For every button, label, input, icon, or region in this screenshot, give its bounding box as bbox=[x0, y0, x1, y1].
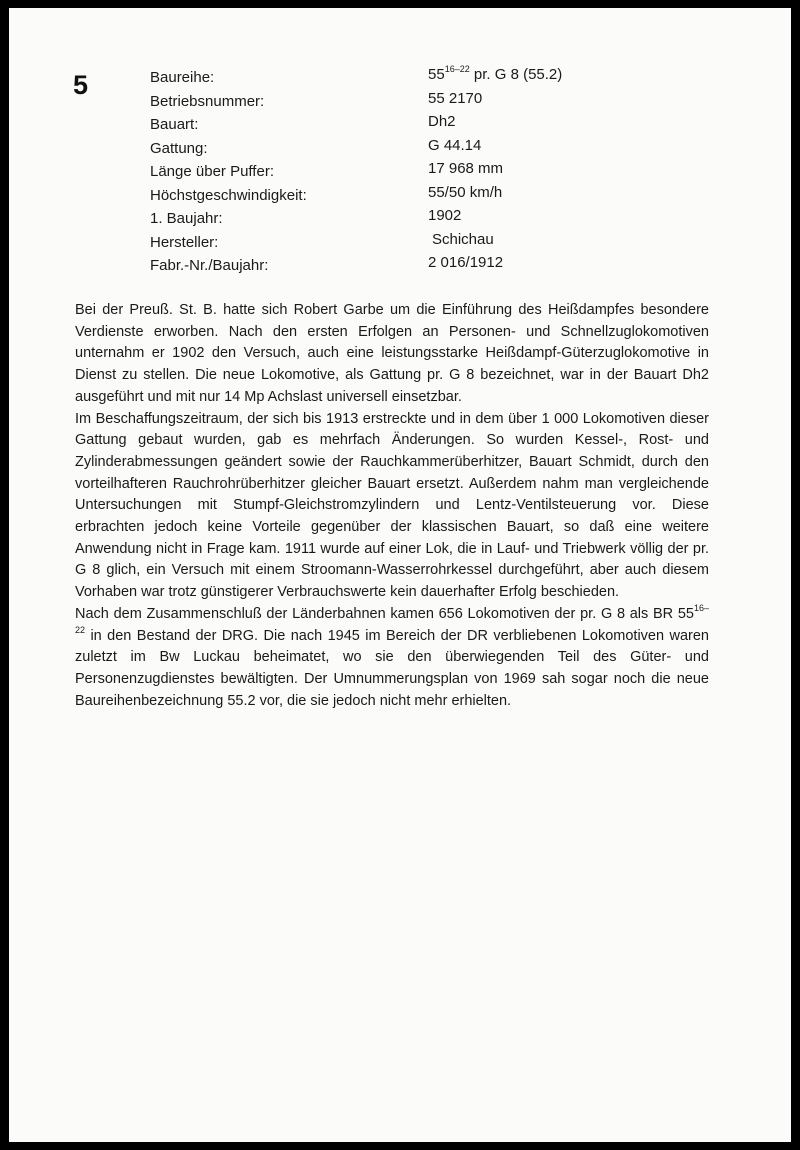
spec-row-hersteller bbox=[150, 232, 610, 256]
spec-value: Dh2 bbox=[428, 113, 456, 130]
spec-value: 1902 bbox=[428, 207, 462, 224]
spec-value: 2 016/1912 bbox=[428, 254, 504, 271]
spec-label: Länge über Puffer: bbox=[150, 163, 274, 180]
spec-label: 1. Baujahr: bbox=[150, 210, 223, 227]
spec-value: 17 968 mm bbox=[428, 160, 504, 177]
spec-label: Hersteller: bbox=[150, 233, 219, 251]
paragraph-3-end: in den Bestand der DRG. Die nach 1945 im Bereich der DR verbliebenen Lokomotiven waren zuletzt im Bw Luckau beheimatet, wo sie den überwiegenden Teil des Güter- und Personenzugdienstes bewältigten. Der Umnummerungsplan von 1969 sah sogar noch die neue Baureihenbezeichnung 55.2 vor, die sie jedoch nicht mehr erhielten. bbox=[75, 627, 709, 709]
paragraph-3 bbox=[75, 604, 709, 713]
spec-label: Betriebsnummer: bbox=[150, 92, 265, 110]
paragraph-1: Bei der Preuß. St. B. hatte sich Robert Garbe um die Einführung des Heißdampfes besondere Verdienste erworben. Nach den ersten Erfolgen an Personen- und Schnellzuglokomotiven unternahm er 1902 den Versuch, auch eine leistungsstarke Heißdampf-Güterzuglokomotive in Dienst zu stellen. Die neue Lokomotive, als Gattung pr. G 8 bezeichnet, war in der Bauart Dh2 ausgeführt und mit nur 14 Mp Achslast universell einsetzbar. bbox=[75, 302, 709, 405]
locomotive-info-card bbox=[9, 8, 791, 1142]
spec-value: 55/50 km/h bbox=[428, 183, 503, 201]
spec-label: Höchstgeschwindigkeit: bbox=[150, 186, 307, 204]
paragraph-2: Im Beschaffungszeitraum, der sich bis 1913 erstreckte und in dem über 1 000 Lokomotiven dieser Gattung gebaut wurden, gab es mehrfach Änderungen. So wurden Kessel-, Rost- und Zylinderabmessungen geändert sowie der Rauchkammerüberhitzer, Bauart Schmidt, durch den vorteilhafteren Rauchrohrüberhitzer gleicher Bauart ersetzt. Außerdem nahm man vergleichende Untersuchungen mit Stumpf-Gleichstromzylindern und Lentz-Ventilsteuerung vor. Diese erbrachten jedoch keine Vorteile gegenüber der klassischen Bauart, so daß eine weitere Anwendung nicht in Frage kam. 1911 wurde auf einer Lok, die in Lauf- und Triebwerk völlig der pr. G 8 glich, ein Versuch mit einem Stroomann-Wasserrohrkessel durchgeführt, aber auch diesem Vorhaben war trotz günstigerer Verbrauchswerte kein dauerhafter Erfolg beschieden. bbox=[75, 410, 709, 601]
spec-row-laenge bbox=[150, 161, 610, 185]
spec-label: Bauart: bbox=[150, 116, 199, 133]
spec-table bbox=[150, 64, 610, 279]
spec-label: Fabr.-Nr./Baujahr: bbox=[150, 257, 269, 274]
spec-row-fabriknummer bbox=[150, 255, 610, 279]
spec-value-suffix: pr. G 8 (55.2) bbox=[469, 66, 563, 83]
spec-row-gattung bbox=[150, 138, 610, 162]
spec-value: Schichau bbox=[432, 230, 494, 248]
description-text bbox=[75, 300, 709, 712]
spec-value bbox=[428, 64, 562, 86]
spec-row-baujahr bbox=[150, 208, 610, 232]
paragraph-3-start: Nach dem Zusammenschluß der Länderbahnen kamen 656 Lokomotiven der pr. G 8 als BR 55 bbox=[75, 605, 694, 622]
spec-row-bauart bbox=[150, 114, 610, 138]
spec-label: Gattung: bbox=[150, 139, 208, 157]
paragraph-3-superscript: 16–22 bbox=[75, 603, 709, 635]
spec-row-betriebsnummer bbox=[150, 91, 610, 115]
spec-value-main: 55 bbox=[428, 66, 445, 83]
spec-row-geschwindigkeit bbox=[150, 185, 610, 209]
spec-value: G 44.14 bbox=[428, 136, 482, 154]
spec-row-baureihe bbox=[150, 64, 610, 91]
card-number: 5 bbox=[73, 70, 89, 100]
spec-label: Baureihe: bbox=[150, 69, 215, 86]
spec-value-superscript: 16–22 bbox=[444, 64, 470, 74]
spec-value: 55 2170 bbox=[428, 89, 483, 107]
